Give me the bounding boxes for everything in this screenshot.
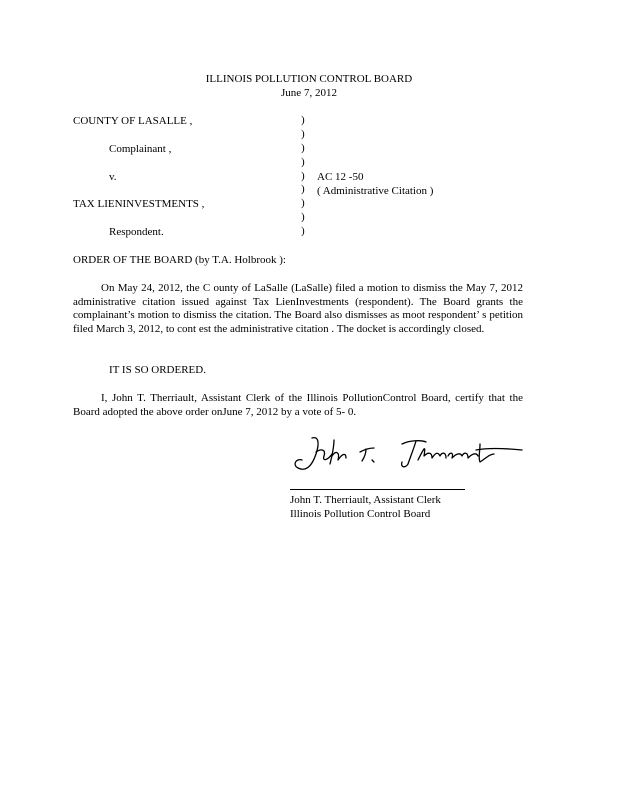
respondent-name: TAX LIENINVESTMENTS , [73,198,205,210]
signer-organization: Illinois Pollution Control Board [290,508,431,520]
complainant-role: Complainant , [109,143,172,155]
case-type: ( Administrative Citation ) [317,185,434,197]
handwritten-signature [290,430,530,488]
caption-parenthesis-column [301,114,305,239]
caption-parenthesis: ) [301,183,305,196]
case-number: AC 12 -50 [317,171,364,183]
signer-name-title: John T. Therriault, Assistant Clerk [290,494,441,506]
order-heading: ORDER OF THE BOARD (by T.A. Holbrook ): [73,254,286,266]
caption-parenthesis: ) [301,114,305,126]
caption-parenthesis: ) [301,197,305,210]
versus-label: v. [109,171,117,183]
caption-parenthesis: ) [301,141,305,154]
order-paragraph: On May 24, 2012, the C ounty of LaSalle (LaSalle) filed a motion to dismiss the May 7, 2012 administrative citation issued against Tax LienInvestments (respondent). The Board grants the complainant’s motion to dismiss the citation. The Board also dismisses as moot respondent’ s petition filed March 3, 2012, to cont est the administrative citation . The docket is accordingly closed. [73,282,523,335]
caption-parenthesis: ) [301,155,305,168]
caption-parenthesis: ) [301,127,305,140]
caption-parenthesis: ) [301,225,305,238]
complainant-name: COUNTY OF LASALLE , [73,115,193,127]
certification-paragraph: I, John T. Therriault, Assistant Clerk of the Illinois PollutionControl Board, certify that the Board adopted the above order onJune 7, 2012 by a vote of 5- 0. [73,392,523,418]
board-name-heading: ILLINOIS POLLUTION CONTROL BOARD [205,73,413,85]
caption-parenthesis: ) [301,169,305,182]
respondent-role: Respondent. [109,226,164,238]
so-ordered-statement: IT IS SO ORDERED. [109,364,206,376]
caption-parenthesis: ) [301,211,305,224]
signature-line [290,489,465,490]
order-date: June 7, 2012 [281,87,337,99]
